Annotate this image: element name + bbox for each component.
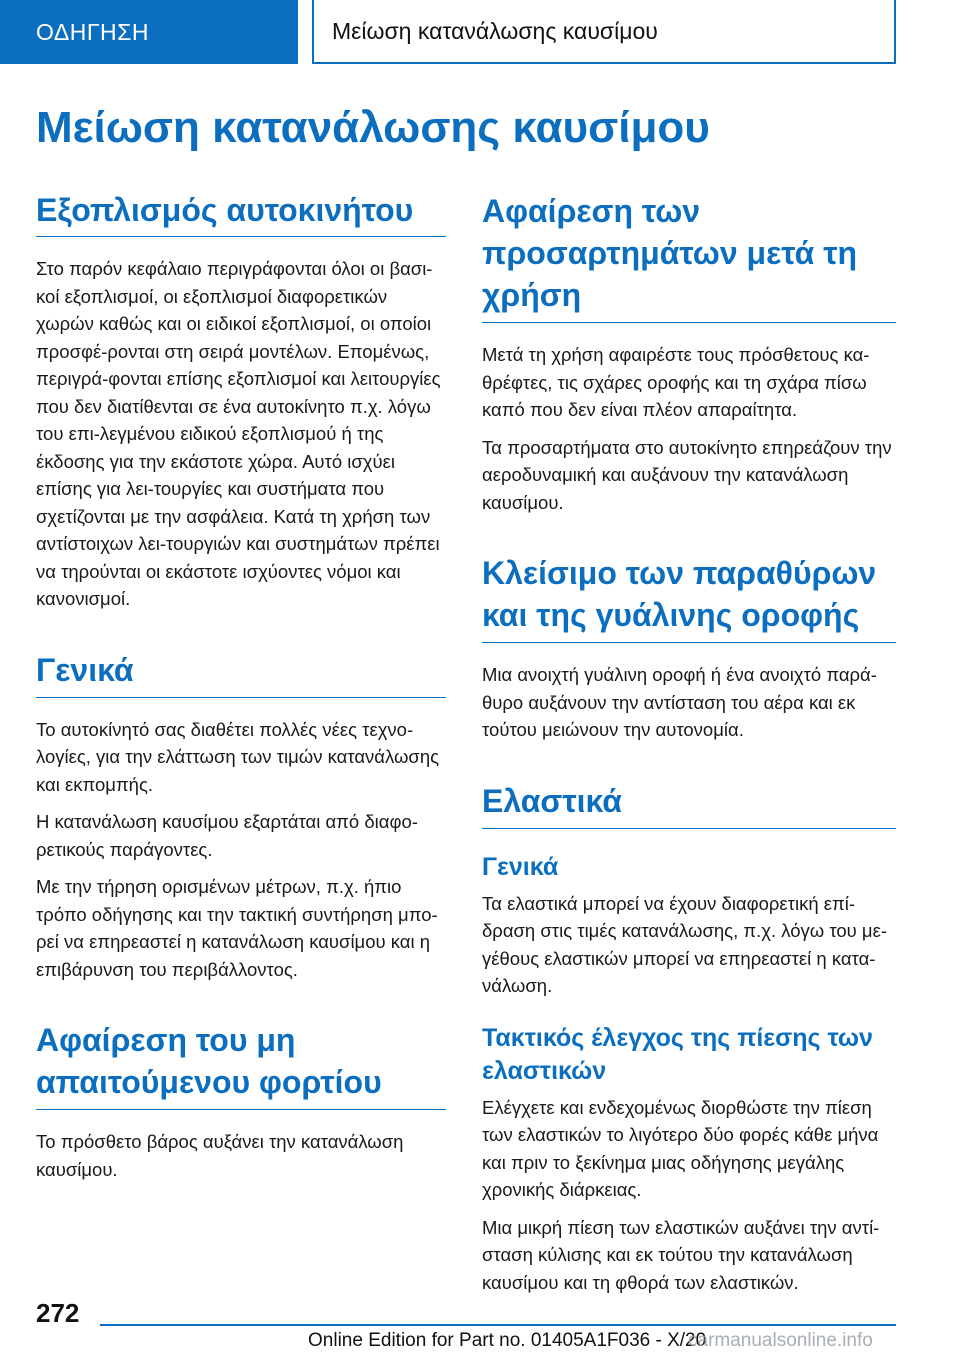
section-heading: Εξοπλισμός αυτοκινήτου (36, 190, 446, 237)
section-remove-attachments (482, 190, 896, 516)
section-general (36, 649, 446, 984)
body-paragraph: Μετά τη χρήση αφαιρέστε τους πρόσθετους κα-θρέφτες, τις σχάρες οροφής και τη σχάρα πίσω καπό που δεν είναι πλέον απαραίτητα. (482, 344, 870, 420)
section-heading: Αφαίρεση των προσαρτημάτων μετά τη χρήση (482, 190, 896, 323)
body-paragraph: Μια μικρή πίεση των ελαστικών αυξάνει την αντί-σταση κύλισης και εκ τούτου την κατανάλωση καυσίμου και τη φθορά των ελαστικών. (482, 1216, 880, 1293)
page-number: 272 (36, 1298, 80, 1328)
body-paragraph: Τα προσαρτήματα στο αυτοκίνητο επηρεάζουν την αεροδυναμική και αυξάνουν την κατανάλωση καυσίμου. (482, 436, 892, 513)
right-column (482, 190, 896, 1296)
body-paragraph: Το πρόσθετο βάρος αυξάνει την κατανάλωση καυσίμου. (36, 1131, 404, 1180)
body-paragraph: Με την τήρηση ορισμένων μέτρων, π.χ. ήπιο τρόπο οδήγησης και την τακτική συντήρηση μπο-ρεί να επηρεαστεί η κατανάλωση καυσίμου και η επιβάρυνση του περιβάλλοντος. (36, 876, 438, 980)
body-paragraph: Η κατανάλωση καυσίμου εξαρτάται από διαφο-ρετικούς παράγοντες. (36, 811, 418, 860)
body-paragraph: Στο παρόν κεφάλαιο περιγράφονται όλοι οι βασι-κοί εξοπλισμοί, οι εξοπλισμοί διαφορετικών χωρών καθώς και οι ειδικοί εξοπλισμοί, οι οποίοι προσφέ-ρονται στη σειρά μοντέλων. Επομένως, περιγρά-φονται επίσης εξοπλισμοί και λειτουργίες που δεν διατίθενται σε ένα αυτοκίνητο π.χ. λόγω του επι-λεγμένου ειδικού εξοπλισμού ή της έκδοσης για την εκάστοτε χώρα. Αυτό ισχύει επίσης για λει-τουργίες και συστήματα που σχετίζονται με την ασφάλεια. Κατά τη χρήση των αντίστοιχων λει-τουργιών και συστημάτων πρέπει να τηρούνται οι εκάστοτε ισχύοντες νόμοι και κανονισμοί. (36, 258, 441, 609)
section-tab: ΟΔΗΓΗΣΗ (0, 0, 298, 64)
section-close-windows (482, 552, 896, 744)
section-heading: Κλείσιμο των παραθύρων και της γυάλινης οροφής (482, 552, 896, 643)
page-title: Μείωση κατανάλωσης καυσίμου (36, 103, 710, 152)
watermark: carmanualsonline.info (688, 1330, 873, 1351)
topic-tab: Μείωση κατανάλωσης καυσίμου (312, 0, 896, 64)
left-column (36, 190, 446, 1183)
subsection-heading: Τακτικός έλεγχος της πίεσης των ελαστικών (482, 1023, 873, 1085)
body-paragraph: Μια ανοιχτή γυάλινη οροφή ή ένα ανοιχτό παρά-θυρο αυξάνουν την αντίσταση του αέρα και εκ τούτου μειώνουν την αυτονομία. (482, 664, 877, 740)
body-paragraph: Το αυτοκίνητό σας διαθέτει πολλές νέες τεχνο-λογίες, για την ελάττωση των τιμών κατανάλωσης και εκπομπής. (36, 718, 440, 795)
footer-rule (100, 1324, 896, 1326)
body-paragraph: Τα ελαστικά μπορεί να έχουν διαφορετική επί-δραση στις τιμές κατανάλωσης, π.χ. λόγω του με-γέθους ελαστικών μπορεί να επηρεαστεί η κατα-νάλωση. (482, 892, 888, 996)
section-heading: Αφαίρεση του μη απαιτούμενου φορτίου (36, 1019, 446, 1110)
subsection-heading: Γενικά (482, 852, 559, 881)
edition-text: Online Edition for Part no. 01405A1F036 - X/20 (308, 1330, 707, 1351)
section-heading: Γενικά (36, 649, 446, 698)
body-paragraph: Ελέγχετε και ενδεχομένως διορθώστε την πίεση των ελαστικών το λιγότερο δύο φορές κάθε μήνα και πριν το ξεκίνημα μιας οδήγησης μεγάλης χρονικής διάρκειας. (482, 1096, 879, 1200)
section-vehicle-equipment (36, 190, 446, 613)
section-heading: Ελαστικά (482, 780, 896, 829)
section-remove-load (36, 1019, 446, 1183)
section-tires (482, 780, 896, 1297)
